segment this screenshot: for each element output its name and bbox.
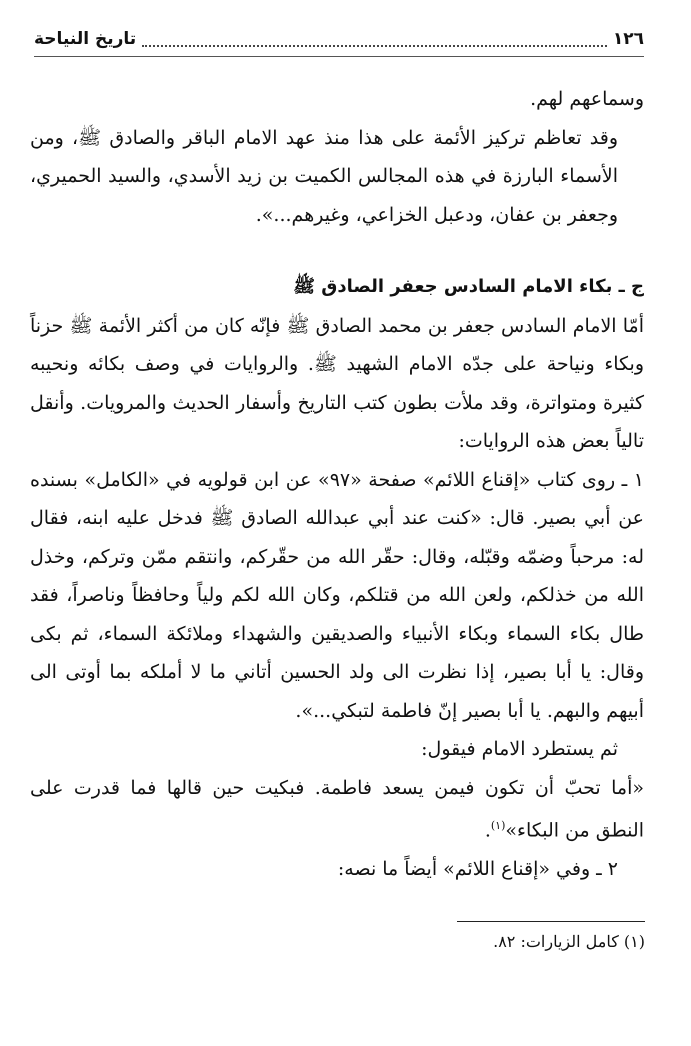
paragraph-6: «أما تحبّ أن تكون فيمن يسعد فاطمة. فبكيت حين قالها فما قدرت على النطق من البكاء»$^{(١)}$. xyxy=(30,776,644,842)
paragraph-6-text: «أما تحبّ أن تكون فيمن يسعد فاطمة. فبكيت حين قالها فما قدرت على النطق من البكاء» xyxy=(30,776,644,842)
footnote-divider xyxy=(457,921,645,922)
paragraph-4: ١ ـ روى كتاب «إقناع اللائم» صفحة «٩٧» عن ابن قولويه في «الكامل» بسنده عن أبي بصير. قال: «كنت عند أبي عبدالله الصادق ﷺ فدخل عليه ابنه، فقال له: مرحباً وضمّه وقبّله، وقال: حقّر الله من حقّركم، وانتقم ممّن وتركم، وخذل الله من خذلكم، ولعن الله من قتلكم، وكان الله لكم ولياً وحافظاً وناصراً، فقد طال بكاء السماء وبكاء الأنبياء والصديقين والشهداء وملائكة السماء، ثم بكى وقال: يا أبا بصير، إذا نظرت الى ولد الحسين أتاني ما لا أملكه بما أوتى الى أبيهم والبهم. يا أبا بصير إنّ فاطمة لتبكي...». xyxy=(30,468,645,722)
paragraph-7: ٢ ـ وفي «إقناع اللائم» أيضاً ما نصه: xyxy=(337,857,618,880)
paragraph-1: وسماعهم لهم. xyxy=(530,88,644,110)
header-dot-leader xyxy=(142,31,607,47)
footnote: (١) كامل الزيارات: ٨٢. xyxy=(493,932,645,951)
footnote-reference: (١) xyxy=(490,819,506,832)
page-number: ١٢٦ xyxy=(612,29,644,49)
paragraph-5: ثم يستطرد الامام فيقول: xyxy=(421,738,618,760)
running-title: تاريخ النياحة xyxy=(34,29,137,49)
page-body xyxy=(30,80,644,888)
section-heading: ج ـ بكاء الامام السادس جعفر الصادق ﷺ xyxy=(293,276,644,297)
paragraph-2: وقد تعاظم تركيز الأئمة على هذا منذ عهد الامام الباقر والصادق ﷺ، ومن الأسماء البارزة في هذه المجالس الكميت بن زيد الأسدي، والسيد الحميري، وجعفر بن عفان، ودعبل الخزاعي، وغيرهم...». xyxy=(30,126,618,226)
page-header xyxy=(34,22,644,57)
section-gap xyxy=(30,234,644,268)
paragraph-3: أمّا الامام السادس جعفر بن محمد الصادق ﷺ فإنّه كان من أكثر الأئمة ﷺ حزناً وبكاء ونياحة على جدّه الامام الشهيد ﷺ. والروايات في وصف بكائه ونحيبه كثيرة ومتواترة، وقد ملأت بطون كتب التاريخ وأسفار الحديث والمرويات. وأنقل تالياً بعض هذه الروايات: xyxy=(30,314,644,452)
